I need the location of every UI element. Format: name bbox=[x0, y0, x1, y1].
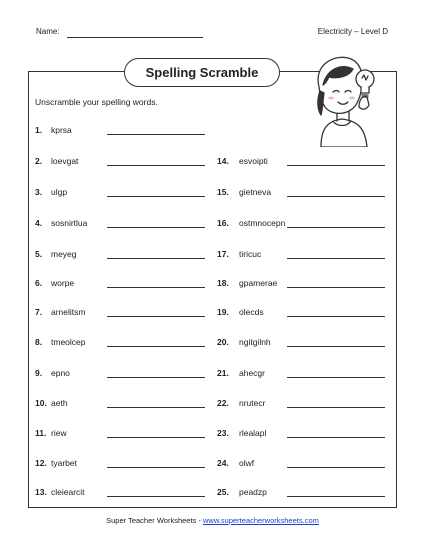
scrambled-word: esvoipti bbox=[239, 156, 268, 166]
girl-with-lightbulb-icon bbox=[307, 47, 377, 147]
item-number: 23. bbox=[217, 428, 229, 438]
answer-line[interactable] bbox=[107, 227, 205, 228]
list-item bbox=[35, 248, 77, 260]
list-item bbox=[35, 124, 72, 136]
item-number: 17. bbox=[217, 249, 229, 259]
footer-text: Super Teacher Worksheets - bbox=[106, 516, 203, 525]
item-number: 2. bbox=[35, 156, 43, 166]
item-number: 22. bbox=[217, 398, 229, 408]
scrambled-word: rlealapl bbox=[239, 428, 267, 438]
scrambled-word: olecds bbox=[239, 307, 264, 317]
item-number: 20. bbox=[217, 337, 229, 347]
list-item bbox=[217, 486, 267, 498]
list-item bbox=[217, 397, 266, 409]
list-item bbox=[35, 186, 68, 198]
instructions: Unscramble your spelling words. bbox=[35, 97, 158, 107]
list-item bbox=[217, 427, 267, 439]
answer-line[interactable] bbox=[107, 496, 205, 497]
list-item bbox=[217, 277, 278, 289]
scrambled-word: tyarbet bbox=[51, 458, 77, 468]
answer-line[interactable] bbox=[287, 437, 385, 438]
item-number: 3. bbox=[35, 187, 43, 197]
scrambled-word: nrutecr bbox=[239, 398, 266, 408]
scrambled-word: epno bbox=[51, 368, 70, 378]
answer-line[interactable] bbox=[107, 346, 205, 347]
scrambled-word: tiricuc bbox=[239, 249, 262, 259]
scrambled-word: tmeolcep bbox=[51, 337, 86, 347]
list-item bbox=[217, 217, 286, 229]
list-item bbox=[35, 457, 77, 469]
answer-line[interactable] bbox=[287, 496, 385, 497]
scrambled-word: ulgp bbox=[51, 187, 68, 197]
scrambled-word: loevgat bbox=[51, 156, 79, 166]
item-number: 25. bbox=[217, 487, 229, 497]
list-item bbox=[35, 367, 70, 379]
list-item bbox=[217, 336, 271, 348]
item-number: 10. bbox=[35, 398, 47, 408]
list-item bbox=[35, 155, 79, 167]
scrambled-word: kprsa bbox=[51, 125, 72, 135]
item-number: 12. bbox=[35, 458, 47, 468]
item-number: 18. bbox=[217, 278, 229, 288]
answer-line[interactable] bbox=[107, 467, 205, 468]
list-item bbox=[35, 217, 88, 229]
answer-line[interactable] bbox=[107, 258, 205, 259]
item-number: 1. bbox=[35, 125, 43, 135]
scrambled-word: meyeg bbox=[51, 249, 77, 259]
item-number: 24. bbox=[217, 458, 229, 468]
footer bbox=[0, 516, 425, 525]
answer-line[interactable] bbox=[287, 258, 385, 259]
scrambled-word: olwf bbox=[239, 458, 255, 468]
item-number: 5. bbox=[35, 249, 43, 259]
list-item bbox=[217, 457, 255, 469]
list-item bbox=[217, 248, 262, 260]
scrambled-word: ngitgilnh bbox=[239, 337, 271, 347]
list-item bbox=[217, 367, 265, 379]
answer-line[interactable] bbox=[107, 316, 205, 317]
item-number: 11. bbox=[35, 428, 47, 438]
answer-line[interactable] bbox=[287, 467, 385, 468]
list-item bbox=[35, 306, 86, 318]
answer-line[interactable] bbox=[287, 316, 385, 317]
item-number: 19. bbox=[217, 307, 229, 317]
answer-line[interactable] bbox=[287, 346, 385, 347]
answer-line[interactable] bbox=[107, 407, 205, 408]
scrambled-word: riew bbox=[51, 428, 67, 438]
scrambled-word: ostmnocepn bbox=[239, 218, 286, 228]
list-item bbox=[217, 186, 272, 198]
answer-line[interactable] bbox=[287, 196, 385, 197]
answer-line[interactable] bbox=[107, 165, 205, 166]
scrambled-word: gpamerae bbox=[239, 278, 278, 288]
item-number: 4. bbox=[35, 218, 43, 228]
answer-line[interactable] bbox=[287, 377, 385, 378]
scrambled-word: sosnirtlua bbox=[51, 218, 88, 228]
item-number: 16. bbox=[217, 218, 229, 228]
item-number: 13. bbox=[35, 487, 47, 497]
scrambled-word: arnelitsm bbox=[51, 307, 86, 317]
item-number: 21. bbox=[217, 368, 229, 378]
scrambled-word: ahecgr bbox=[239, 368, 265, 378]
item-number: 8. bbox=[35, 337, 43, 347]
scrambled-word: gietneva bbox=[239, 187, 272, 197]
scrambled-word: cleiearcit bbox=[51, 487, 85, 497]
name-label: Name: bbox=[36, 27, 60, 36]
answer-line[interactable] bbox=[287, 287, 385, 288]
item-number: 9. bbox=[35, 368, 43, 378]
level-label: Electricity – Level D bbox=[317, 27, 388, 36]
footer-link[interactable]: www.superteacherworksheets.com bbox=[202, 516, 319, 525]
scrambled-word: peadzp bbox=[239, 487, 267, 497]
list-item bbox=[217, 155, 268, 167]
list-item bbox=[35, 397, 68, 409]
item-number: 7. bbox=[35, 307, 43, 317]
list-item bbox=[35, 427, 67, 439]
answer-line[interactable] bbox=[107, 287, 205, 288]
scrambled-word: aeth bbox=[51, 398, 68, 408]
answer-line[interactable] bbox=[107, 134, 205, 135]
worksheet-title: Spelling Scramble bbox=[124, 58, 280, 87]
name-line bbox=[67, 37, 203, 38]
answer-line[interactable] bbox=[107, 196, 205, 197]
list-item bbox=[35, 486, 85, 498]
list-item bbox=[217, 306, 264, 318]
scrambled-word: worpe bbox=[51, 278, 75, 288]
answer-line[interactable] bbox=[287, 227, 385, 228]
list-item bbox=[35, 336, 86, 348]
item-number: 6. bbox=[35, 278, 43, 288]
answer-line[interactable] bbox=[107, 377, 205, 378]
item-number: 15. bbox=[217, 187, 229, 197]
list-item bbox=[35, 277, 75, 289]
item-number: 14. bbox=[217, 156, 229, 166]
answer-line[interactable] bbox=[107, 437, 205, 438]
answer-line[interactable] bbox=[287, 165, 385, 166]
answer-line[interactable] bbox=[287, 407, 385, 408]
